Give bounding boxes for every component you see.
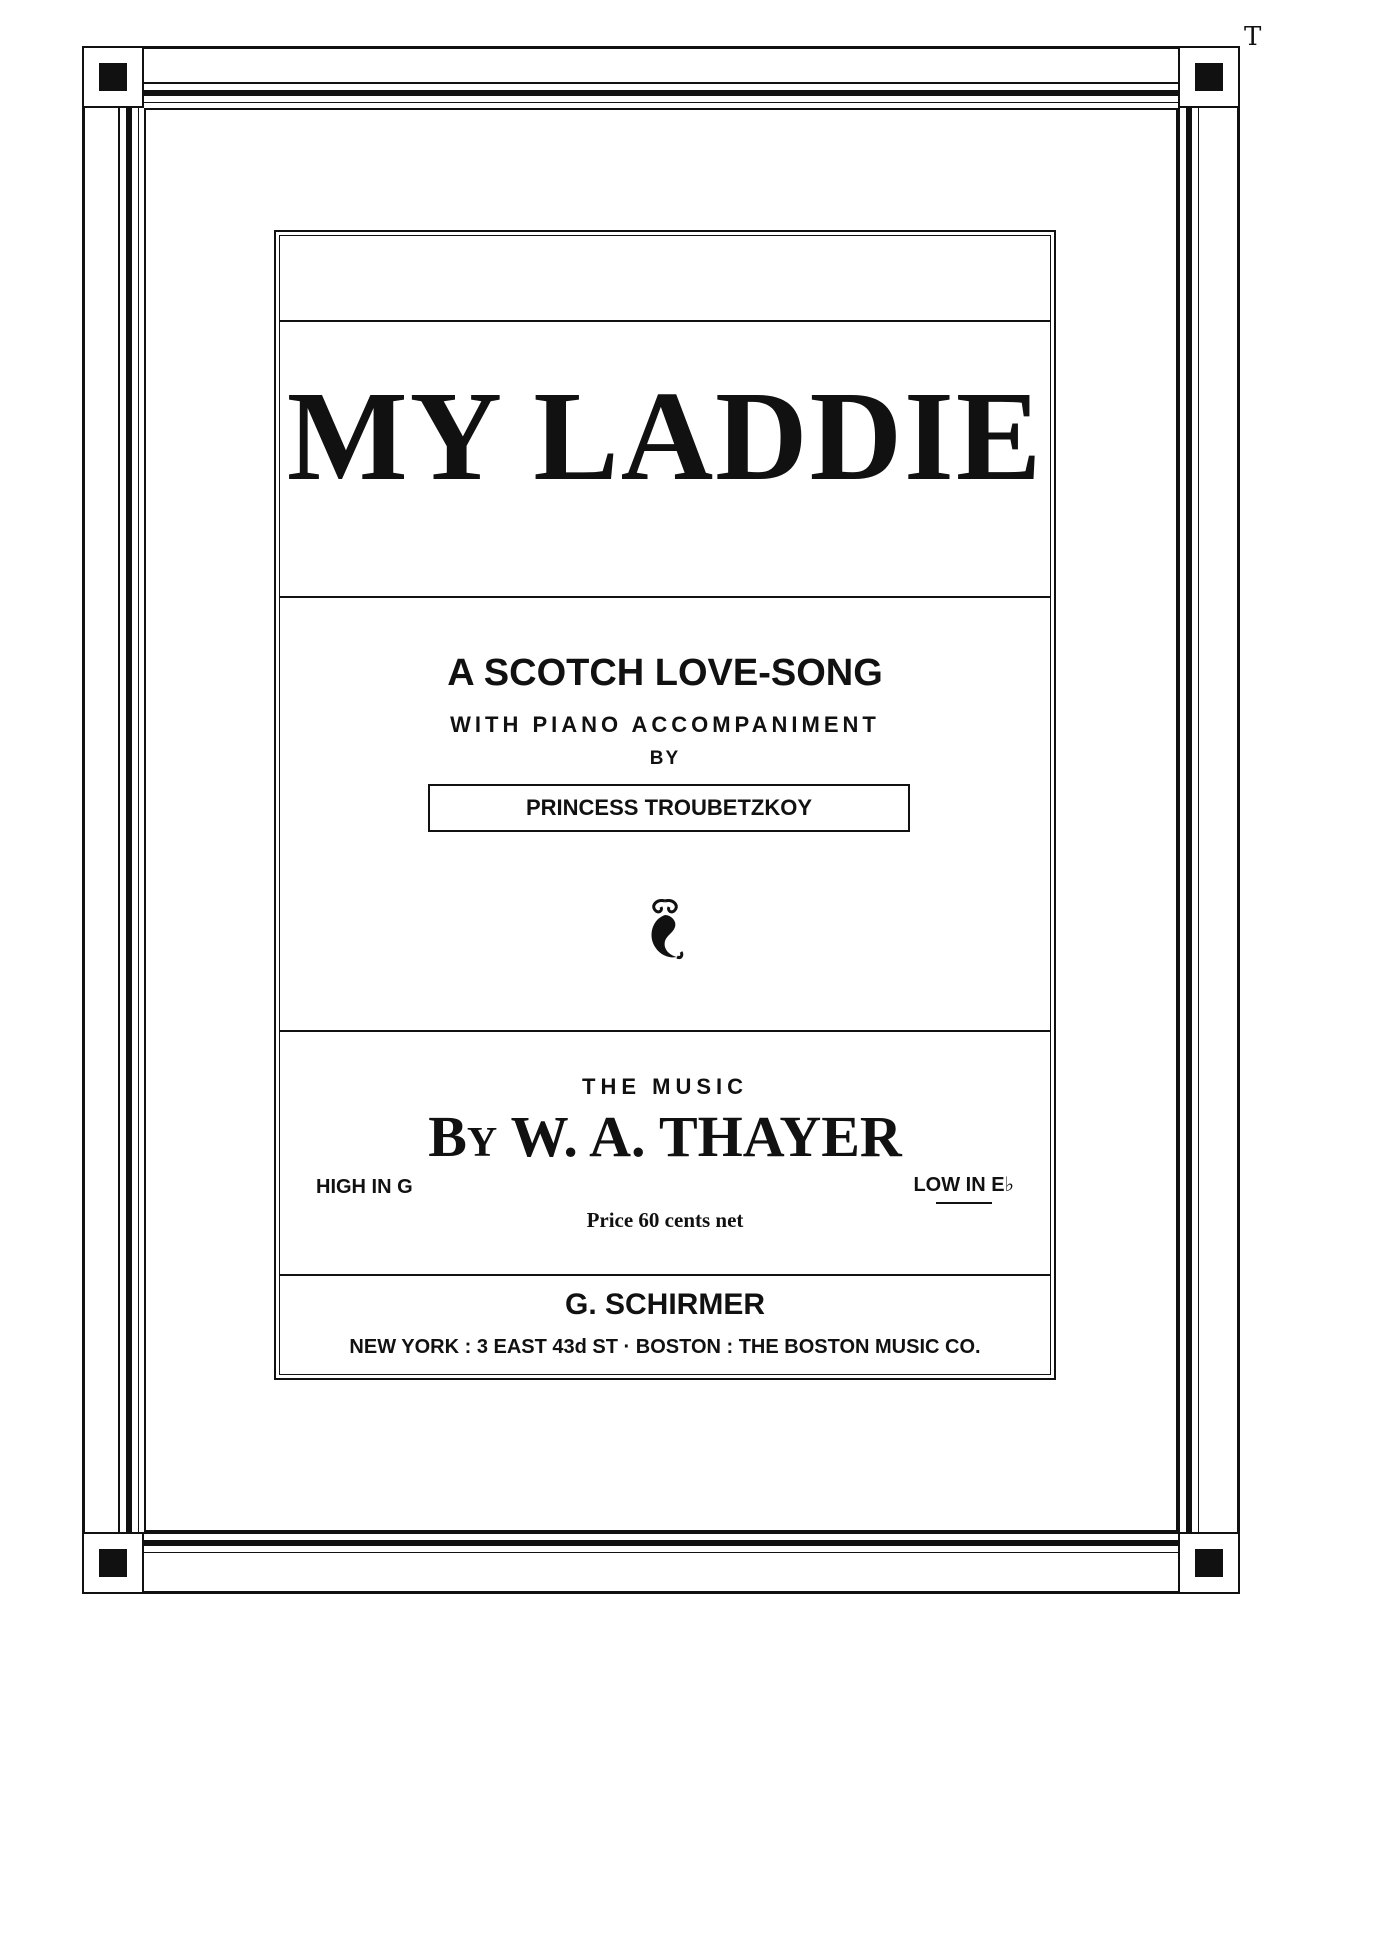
corner-square-top-right [1178, 46, 1240, 108]
title-panel [274, 230, 1056, 1380]
panel-rule [280, 596, 1050, 598]
music-label: THE MUSIC [582, 1074, 748, 1099]
publisher-address: NEW YORK : 3 EAST 43d ST · BOSTON : THE BOSTON MUSIC CO. [349, 1336, 981, 1358]
key-low: LOW IN E♭ [913, 1174, 1014, 1196]
corner-pencil-mark: T [1244, 22, 1262, 52]
frame-right-rules [1178, 108, 1204, 1532]
composer-line [276, 1102, 1054, 1172]
song-title: MY LADDIE [286, 365, 1044, 507]
publisher-name: G. SCHIRMER [564, 1288, 765, 1321]
key-high: HIGH IN G [316, 1176, 413, 1198]
fleuron-icon [643, 897, 687, 965]
corner-square-top-left [82, 46, 144, 108]
frame-bottom-rules [144, 1532, 1178, 1558]
accompaniment-line: WITH PIANO ACCOMPANIMENT [450, 712, 880, 737]
panel-rule [280, 1274, 1050, 1276]
frame-top-rules [144, 82, 1178, 108]
corner-square-bottom-left [82, 1532, 144, 1594]
key-low-underline [936, 1202, 992, 1204]
price: Price 60 cents net [586, 1208, 744, 1232]
composer-name: W. A. THAYER [510, 1104, 902, 1169]
by-line: BY [649, 748, 681, 769]
song-subtitle: A SCOTCH LOVE-SONG [447, 652, 883, 694]
composer-by-initial: B [428, 1104, 467, 1169]
corner-square-bottom-right [1178, 1532, 1240, 1594]
panel-rule [280, 1030, 1050, 1032]
frame-left-rules [118, 108, 144, 1532]
lyricist-name: PRINCESS TROUBETZKOY [428, 784, 910, 832]
composer-by-rest: Y [466, 1120, 498, 1166]
panel-rule [280, 320, 1050, 322]
